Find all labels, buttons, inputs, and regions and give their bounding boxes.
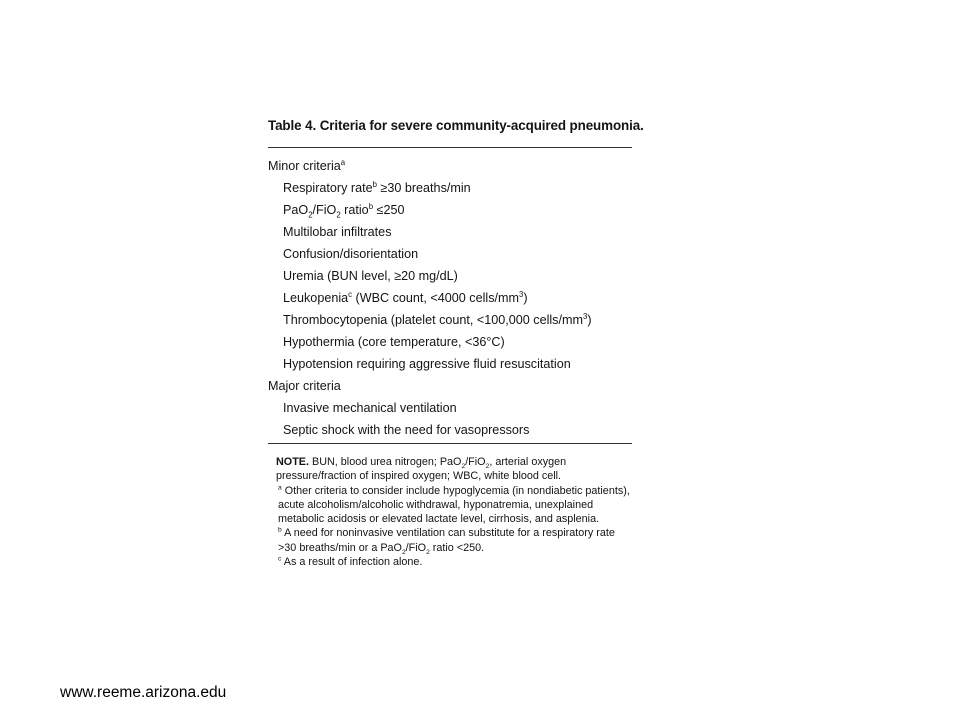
criterion-multilobar-infiltrates: Multilobar infiltrates [283, 225, 392, 239]
minor-criteria-heading: Minor criteria$^a$ [268, 157, 346, 173]
criterion-hypotension: Hypotension requiring aggressive fluid resuscitation [283, 357, 571, 371]
criterion-septic-shock: Septic shock with the need for vasopressors [283, 423, 530, 437]
criterion-thrombocytopenia: Thrombocytopenia (platelet count, <100,000 cells/$mm^3$) [283, 311, 592, 327]
table-notes [268, 455, 632, 569]
footnote-b: $^b$ A need for noninvasive ventilation can substitute for a respiratory rate >30 breaths/min or a PaO$_2$/FiO$_2$ ratio <250. [278, 526, 615, 556]
criterion-invasive-ventilation: Invasive mechanical ventilation [283, 401, 457, 415]
criterion-pao2-fio2-ratio: PaO$_2$/FiO$_2$ ratio$^b$ ≤250 [283, 201, 405, 220]
criterion-uremia: Uremia (BUN level, ≥20 mg/dL) [283, 269, 458, 283]
footnote-a: $^a$ Other criteria to consider include hypoglycemia (in nondiabetic patients), acute alcoholism/alcoholic withdrawal, hyponatremia, unexplained metabolic acidosis or elevated lactate level, cirrhosis, and asplenia. [278, 484, 630, 526]
footer-url: www.reeme.arizona.edu [60, 684, 227, 701]
table-figure [268, 116, 644, 569]
bottom-rule [268, 443, 632, 444]
criterion-confusion: Confusion/disorientation [283, 247, 419, 261]
criterion-leukopenia: Leukopenia$^c$ (WBC count, <4000 cells/$mm^3$) [283, 289, 528, 305]
top-rule [268, 147, 632, 148]
major-criteria-heading: Major criteria [268, 379, 341, 393]
criteria-list [268, 155, 632, 441]
footnote-c: $^c$ As a result of infection alone. [278, 555, 423, 569]
note-abbreviations: NOTE. BUN, blood urea nitrogen; PaO$_2$/FiO$_2$, arterial oxygen pressure/fraction of inspired oxygen; WBC, white blood cell. [276, 456, 567, 483]
table-title: Table 4. Criteria for severe community-acquired pneumonia. [268, 118, 644, 133]
criterion-hypothermia: Hypothermia (core temperature, <36°C) [283, 335, 505, 349]
criterion-respiratory-rate: Respiratory rate$^b$ ≥30 breaths/min [283, 179, 471, 195]
